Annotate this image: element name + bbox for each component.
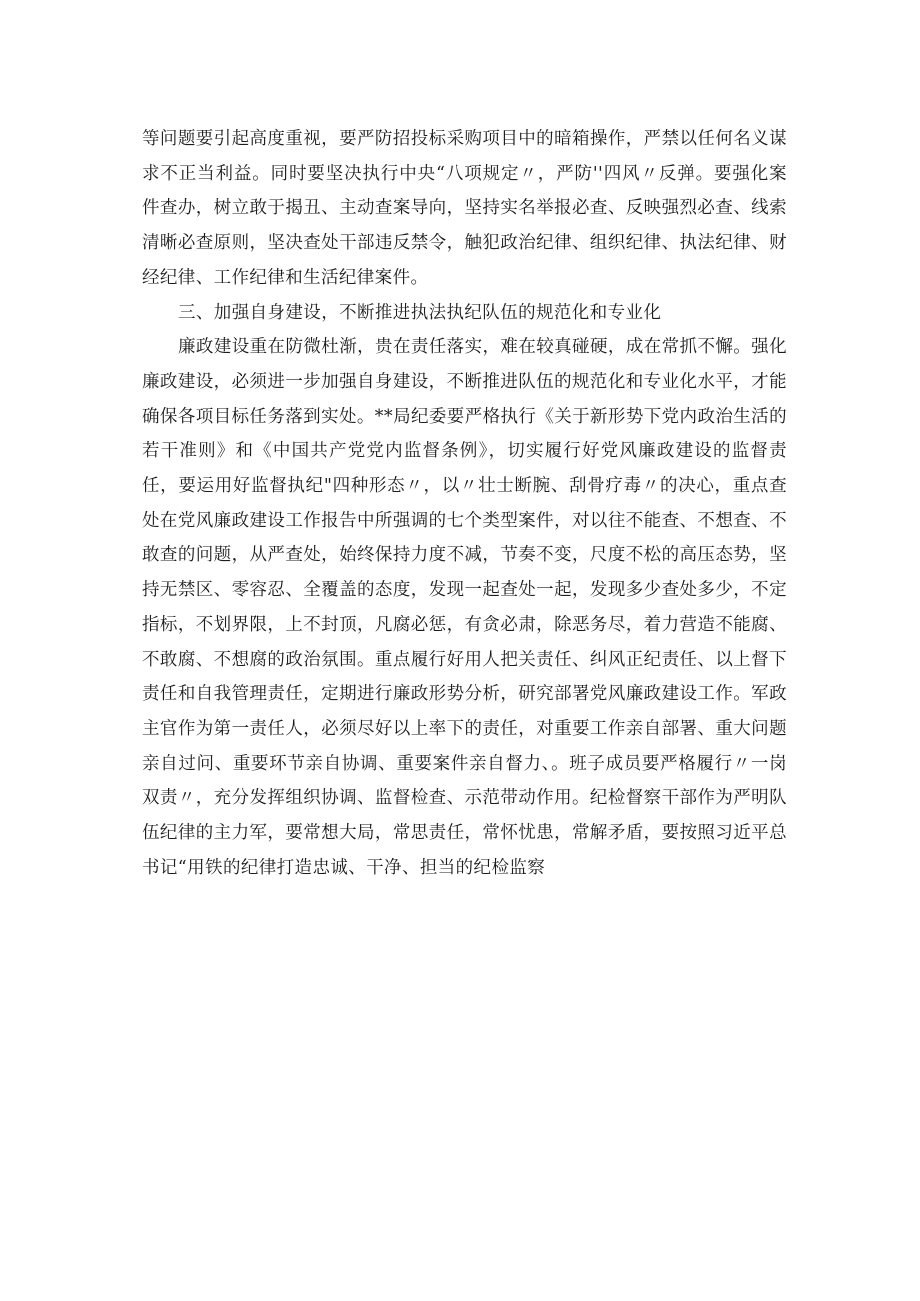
paragraph-main: 廉政建设重在防微杜渐，贵在责任落实，难在较真碰硬，成在常抓不懈。强化廉政建设，必须进一步加强自身建设，不断推进队伍的规范化和专业化水平，才能确保各项目标任务落到实处。**局纪委要严格执行《关于新形势下党内政治生活的若干准则》和《中国共产党党内监督条例》，切实履行好党风廉政建设的监督责任，要运用好监督执纪"四种形态〃，以〃壮士断腕、刮骨疗毒〃的决心，重点查处在党风廉政建设工作报告中所强调的七个类型案件，对以往不能查、不想查、不敢查的问题，从严查处，始终保持力度不减，节奏不变，尺度不松的高压态势，坚持无禁区、零容忍、全覆盖的态度，发现一起查处一起，发现多少查处多少，不定指标，不划界限，上不封顶，凡腐必惩，有贪必肃，除恶务尽，着力营造不能腐、不敢腐、不想腐的政治氛围。重点履行好用人把关责任、纠风正纪责任、以上督下责任和自我管理责任，定期进行廉政形势分析，研究部署党风廉政建设工作。军政主官作为第一责任人，必须尽好以上率下的责任，对重要工作亲自部署、重大问题亲自过问、重要环节亲自协调、重要案件亲自督力、。班子成员要严格履行〃一岗双责〃，充分发挥组织协调、监督检查、示范带动作用。纪检督察干部作为严明队伍纪律的主力军，要常想大局，常思责任，常怀忧患，常解矛盾，要按照习近平总书记“用铁的纪律打造忠诚、干净、担当的纪检监察 xyxy=(142,337,787,878)
document-body xyxy=(142,122,787,885)
paragraph-continued: 等问题要引起高度重视，要严防招投标采购项目中的暗箱操作，严禁以任何名义谋求不正当利益。同时要坚决执行中央“八项规定〃，严防''四风〃反弹。要强化案件查办，树立敢于揭丑、主动查案导向，坚持实名举报必查、反映强烈必查、线索清晰必查原则，坚决查处干部违反禁令，触犯政治纪律、组织纪律、执法纪律、财经纪律、工作纪律和生活纪律案件。 xyxy=(142,129,787,288)
section-heading: 三、加强自身建设，不断推进执法执纪队伍的规范化和专业化 xyxy=(178,302,662,323)
